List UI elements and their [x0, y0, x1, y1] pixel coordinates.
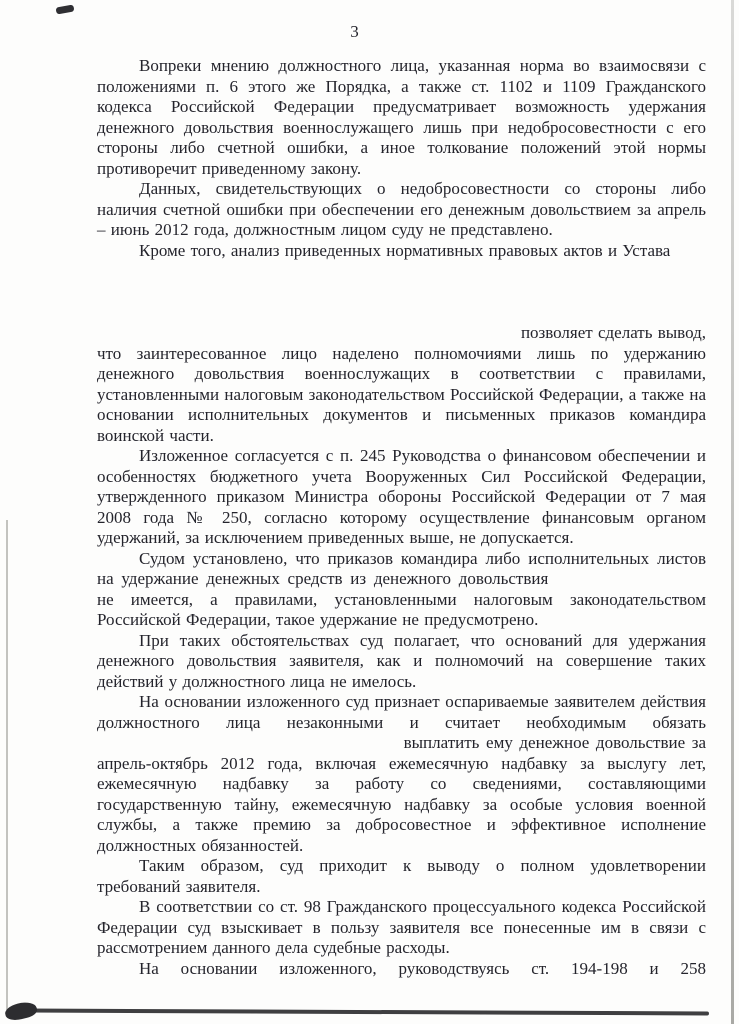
scan-shadow-bottom [25, 1009, 709, 1016]
paragraph: На основании изложенного суд признает оспариваемые заявителем действия должностного лица незаконными и считает необходимым обязать выплатить ему денежное довольствие за апрель-октябрь 2012 года, включая ежемесячную надбавку за выслугу лет, ежемесячную надбавку за работу со сведениями, составляющими государственную тайну, ежемесячную надбавку за особые условия военной службы, а также премию за добросовестное и эффективное исполнение должностных обязанностей. [97, 692, 706, 855]
document-body [97, 56, 706, 979]
page-edge-left [6, 520, 8, 1010]
paragraph: При таких обстоятельствах суд полагает, что оснований для удержания денежного довольствия заявителя, как и полномочий на совершение таких действий у должностного лица не имелось. [97, 630, 706, 691]
scan-blob-bottom-left [4, 999, 39, 1022]
paragraph: что заинтересованное лицо наделено полномочиями лишь по удержанию денежного довольствия военнослужащих в соответствии с правилами, установленными налоговым законодательством Российской Федерации, а также на основании исполнительных документов и письменных приказов командира воинской части. [97, 343, 706, 445]
scan-mark-top-left [56, 4, 75, 14]
paragraph: Кроме того, анализ приведенных нормативных правовых актов и Устава [139, 240, 671, 260]
redacted-blank [97, 747, 397, 748]
paragraph: На основании изложенного, руководствуясь ст. 194-198 и 258 [139, 958, 706, 978]
page-edge-right [731, 0, 734, 1024]
redacted-gap [97, 261, 706, 323]
paragraph: В соответствии со ст. 98 Гражданского процессуального кодекса Российской Федерации суд взыскивает в пользу заявителя все понесенные им в связи с рассмотрением данного дела судебные расходы. [97, 897, 706, 957]
redacted-blank [556, 583, 706, 584]
paragraph: Таким образом, суд приходит к выводу о полном удовлетворении требований заявителя. [97, 856, 706, 896]
paragraph: Изложенное согласуется с п. 245 Руководства о финансовом обеспечении и особенностях бюджетного учета Вооруженных Сил Российской Федерации, утвержденного приказом Министра обороны Российской Федерации от 7 мая 2008 года № 250, согласно которому осуществление финансовым органом удержаний, за исключением приведенных выше, не допускается. [97, 446, 706, 547]
page-number: 3 [350, 22, 359, 41]
paragraph: Судом установлено, что приказов командира либо исполнительных листов на удержание денежных средств из денежного довольствия не имеется, а правилами, установленными налоговым законодательством Российской Федерации, такое удержание не предусмотрено. [97, 548, 706, 629]
paragraph: Данных, свидетельствующих о недобросовестности со стороны либо наличия счетной ошибки при обеспечении его денежным довольствием за апрель – июнь 2012 года, должностным лицом суду не представлено. [97, 179, 706, 239]
paragraph: позволяет сделать вывод, [520, 323, 706, 342]
paragraph: Вопреки мнению должностного лица, указанная норма во взаимосвязи с положениями п. 6 этого же Порядка, а также ст. 1102 и 1109 Гражданского кодекса Российской Федерации предусматривает возможность удержания денежного довольствия военнослужащего лишь при недобросовестности с его стороны либо счетной ошибки, а иное толкование положений этой нормы противоречит приведенному закону. [97, 56, 706, 178]
